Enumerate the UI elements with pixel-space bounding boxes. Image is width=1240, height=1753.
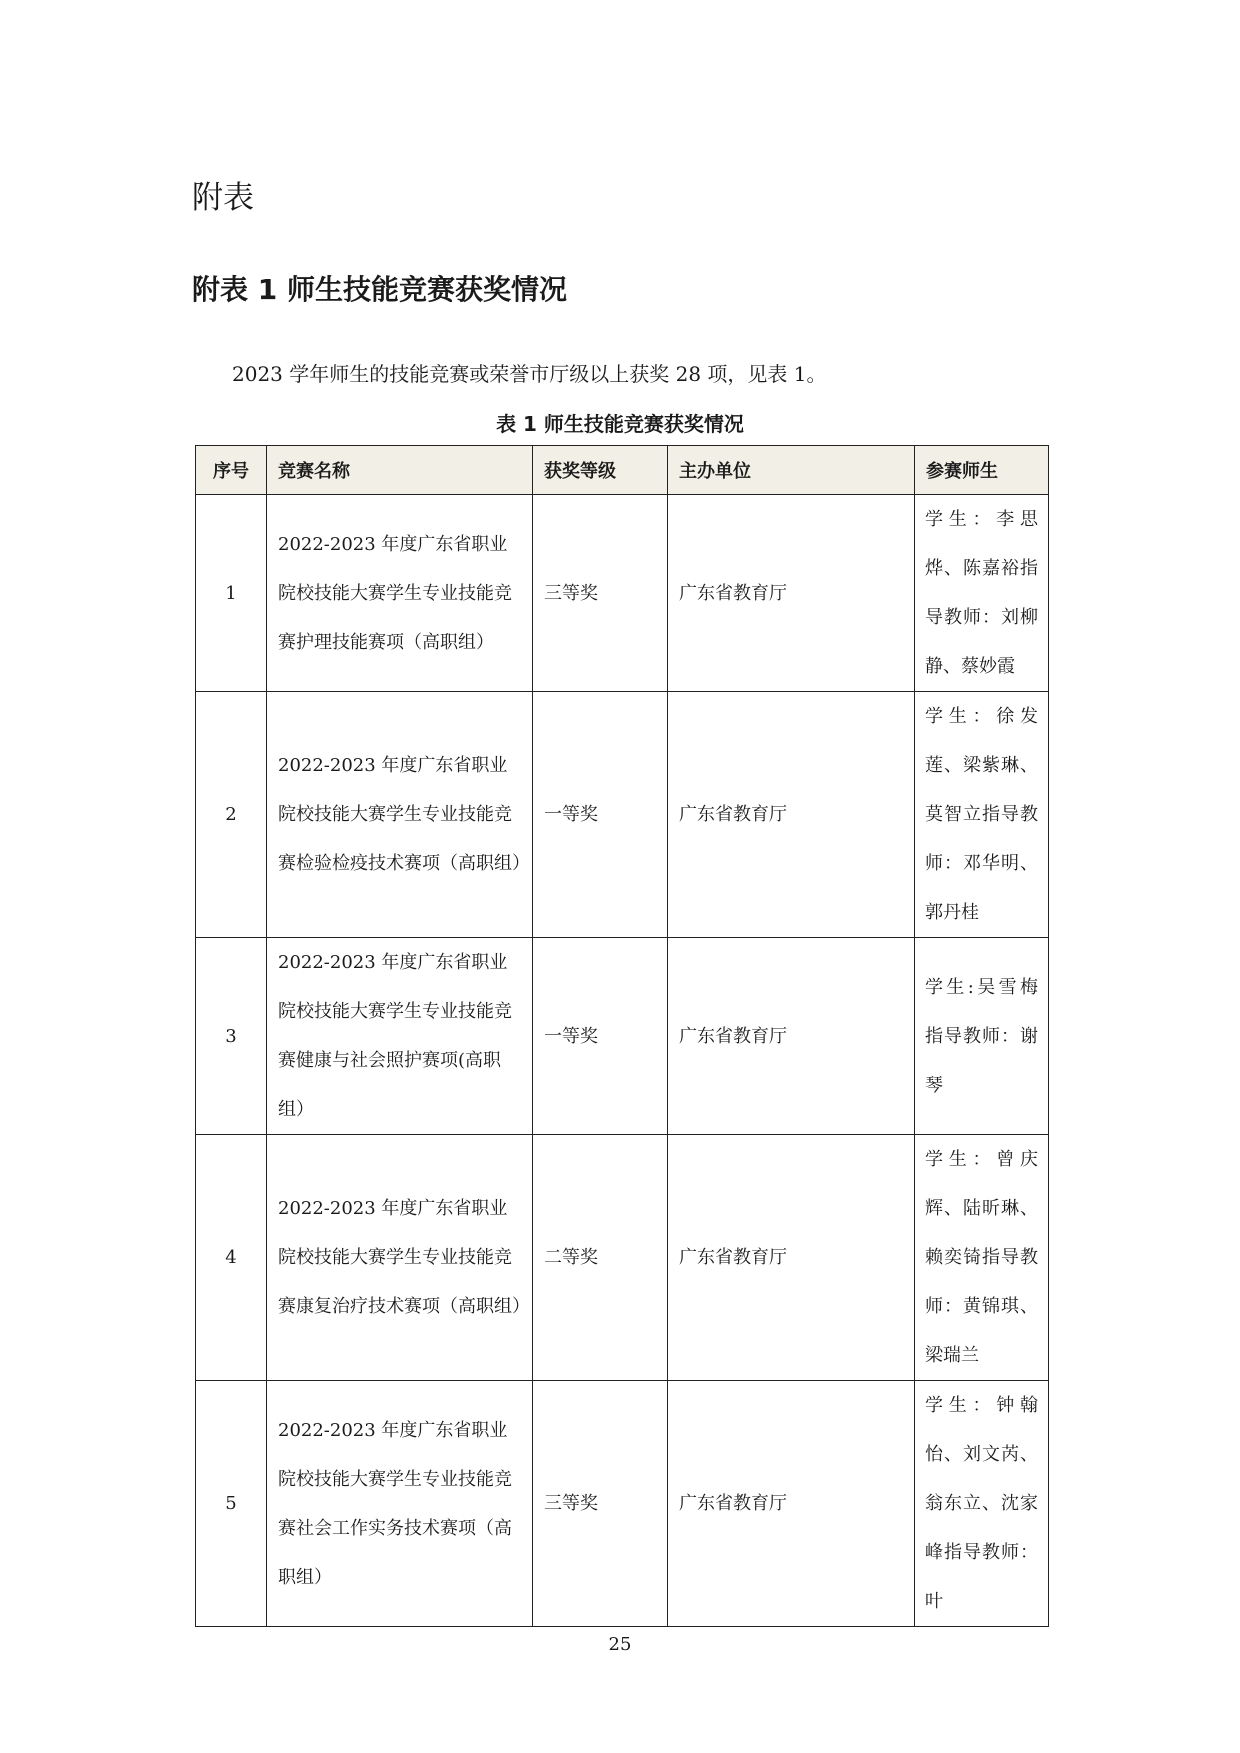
row-organizer: 广东省教育厅 xyxy=(668,692,915,938)
row-award-level: 一等奖 xyxy=(533,692,668,938)
header-level: 获奖等级 xyxy=(533,446,668,495)
row-competition-name: 2022-2023 年度广东省职业院校技能大赛学生专业技能竞赛社会工作实务技术赛项（高职组） xyxy=(267,1381,533,1627)
row-participants: 学生:吴雪梅指导教师：谢琴 xyxy=(915,938,1049,1135)
row-organizer: 广东省教育厅 xyxy=(668,1135,915,1381)
header-no: 序号 xyxy=(196,446,267,495)
header-participants: 参赛师生 xyxy=(915,446,1049,495)
section-heading: 附表 1 师生技能竞赛获奖情况 xyxy=(192,273,567,306)
table-row xyxy=(196,1135,1049,1381)
table-row xyxy=(196,692,1049,938)
intro-paragraph: 2023 学年师生的技能竞赛或荣誉市厅级以上获奖 28 项，见表 1。 xyxy=(232,362,827,386)
row-award-level: 二等奖 xyxy=(533,1135,668,1381)
table-row xyxy=(196,495,1049,692)
row-organizer: 广东省教育厅 xyxy=(668,1381,915,1627)
row-participants: 学生：钟翰怡、刘文芮、翁东立、沈家峰指导教师：叶 xyxy=(915,1381,1049,1627)
header-organizer: 主办单位 xyxy=(668,446,915,495)
row-organizer: 广东省教育厅 xyxy=(668,495,915,692)
row-no: 5 xyxy=(196,1381,267,1627)
page-heading: 附表 xyxy=(192,180,254,216)
table-row xyxy=(196,938,1049,1135)
row-award-level: 三等奖 xyxy=(533,495,668,692)
row-participants: 学生：曾庆辉、陆昕琳、赖奕锜指导教师：黄锦琪、梁瑞兰 xyxy=(915,1135,1049,1381)
row-participants: 学生：李思烨、陈嘉裕指导教师：刘柳静、蔡妙霞 xyxy=(915,495,1049,692)
row-no: 3 xyxy=(196,938,267,1135)
row-competition-name: 2022-2023 年度广东省职业院校技能大赛学生专业技能竞赛检验检疫技术赛项（高职组） xyxy=(267,692,533,938)
row-participants: 学生：徐发莲、梁紫琳、莫智立指导教师：邓华明、郭丹桂 xyxy=(915,692,1049,938)
row-competition-name: 2022-2023 年度广东省职业院校技能大赛学生专业技能竞赛健康与社会照护赛项(高职组） xyxy=(267,938,533,1135)
table-caption: 表 1 师生技能竞赛获奖情况 xyxy=(496,412,744,436)
awards-table xyxy=(195,445,1049,1627)
table-header-row xyxy=(196,446,1049,495)
page-number: 25 xyxy=(608,1634,632,1655)
row-no: 1 xyxy=(196,495,267,692)
header-name: 竞赛名称 xyxy=(267,446,533,495)
table-row xyxy=(196,1381,1049,1627)
row-organizer: 广东省教育厅 xyxy=(668,938,915,1135)
row-competition-name: 2022-2023 年度广东省职业院校技能大赛学生专业技能竞赛康复治疗技术赛项（高职组） xyxy=(267,1135,533,1381)
row-competition-name: 2022-2023 年度广东省职业院校技能大赛学生专业技能竞赛护理技能赛项（高职组） xyxy=(267,495,533,692)
row-award-level: 三等奖 xyxy=(533,1381,668,1627)
row-no: 2 xyxy=(196,692,267,938)
row-no: 4 xyxy=(196,1135,267,1381)
row-award-level: 一等奖 xyxy=(533,938,668,1135)
